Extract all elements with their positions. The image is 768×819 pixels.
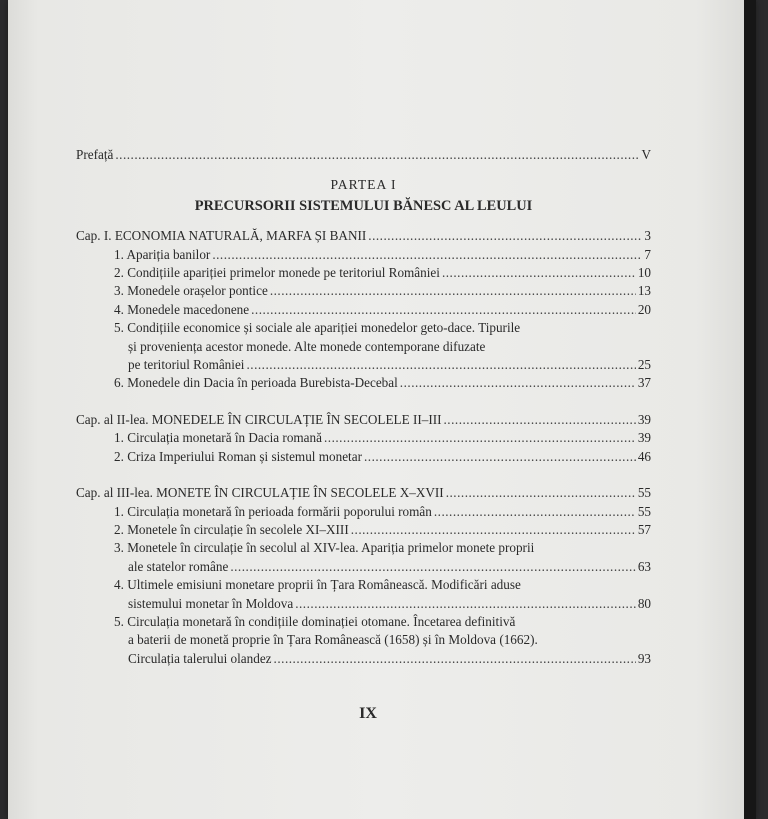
page-folio: IX [359, 705, 377, 722]
toc-section-entry [76, 448, 651, 466]
toc-page-number: 13 [637, 283, 651, 299]
toc-preface-entry [76, 146, 651, 164]
dot-leader [364, 448, 636, 466]
toc-section-entry [76, 264, 651, 282]
toc-section-entry [76, 356, 651, 374]
dot-leader [274, 650, 636, 668]
toc-section-title: sistemului monetar în Moldova [128, 595, 294, 611]
toc-section-entry [76, 503, 651, 521]
toc-page-number: 55 [637, 485, 651, 501]
toc-page-number: 55 [637, 503, 651, 519]
toc-page-number: 3 [644, 228, 651, 244]
dot-leader [434, 503, 636, 521]
toc-page-number: V [641, 147, 651, 162]
toc-chapter-title: Cap. I. ECONOMIA NATURALĂ, MARFA ȘI BANII [76, 228, 367, 244]
dot-leader [246, 356, 635, 374]
toc-section-title: 3. Monedele orașelor pontice [114, 283, 268, 299]
toc-page-number: 10 [637, 265, 651, 281]
toc-section-line: 4. Ultimele emisiuni monetare proprii în Țara Românească. Modificări aduse [114, 577, 521, 593]
toc-section-entry [76, 374, 651, 392]
chapter-list [76, 227, 651, 668]
chapter-spacer [76, 393, 651, 411]
toc-page-number: 25 [637, 357, 651, 373]
page-edge-shadow [744, 0, 756, 819]
toc-page-number: 93 [637, 650, 651, 666]
dot-leader [230, 558, 635, 576]
toc-section-entry [76, 650, 651, 668]
toc-chapter-title: Cap. al II-lea. MONEDELE ÎN CIRCULAȚIE ÎN SECOLELE II–III [76, 411, 442, 427]
toc-section-line: 3. Monetele în circulație în secolul al XIV-lea. Apariția primelor monete proprii [114, 540, 535, 556]
toc-page-number: 57 [637, 521, 651, 537]
dot-leader [446, 484, 636, 502]
toc-section-title: 1. Circulația monetară în perioada formării poporului român [114, 503, 432, 519]
dot-leader [115, 146, 639, 164]
toc-section-entry [76, 521, 651, 539]
part-title: PRECURSORII SISTEMULUI BĂNESC AL LEULUI [194, 197, 533, 214]
toc-section-title: 1. Circulația monetară în Dacia romană [114, 430, 322, 446]
toc-section-title: 2. Monetele în circulație în secolele XI–XIII [114, 521, 349, 537]
toc-section-entry [76, 246, 651, 264]
toc-chapter-entry [76, 484, 651, 502]
toc-section-line: 5. Circulația monetară în condițiile dominației otomane. Încetarea definitivă [114, 613, 516, 629]
dot-leader [444, 411, 636, 429]
book-page [8, 0, 756, 819]
toc-section-title: pe teritoriul României [128, 357, 245, 373]
toc-section-line: și proveniența acestor monede. Alte monede contemporane difuzate [128, 338, 486, 354]
toc-section-title: ale statelor române [128, 558, 229, 574]
toc-section-line: 5. Condițiile economice și sociale ale apariției monedelor geto-dace. Tipurile [114, 320, 521, 336]
toc-section-title: 2. Condițiile apariției primelor monede pe teritoriul României [114, 265, 440, 281]
toc-section-title: 4. Monedele macedonene [114, 301, 250, 317]
toc-page-number: 80 [637, 595, 651, 611]
toc-section-title: Circulația talerului olandez [128, 650, 272, 666]
toc-section-title: 6. Monedele din Dacia în perioada Burebista-Decebal [114, 375, 398, 391]
toc-section-entry [76, 429, 651, 447]
toc-section-entry [76, 301, 651, 319]
dot-leader [368, 227, 642, 245]
toc-section-title: 2. Criza Imperiului Roman și sistemul monetar [114, 448, 362, 464]
toc-chapter-title: Cap. al III-lea. MONETE ÎN CIRCULAȚIE ÎN SECOLELE X–XVII [76, 485, 444, 501]
toc-section-title: 1. Apariția banilor [114, 246, 211, 262]
toc-chapter-entry [76, 227, 651, 245]
toc-page-number: 37 [637, 375, 651, 391]
toc-page-number: 39 [637, 430, 651, 446]
toc-chapter-entry [76, 411, 651, 429]
dot-leader [251, 301, 636, 319]
part-label: PARTEA I [330, 177, 397, 193]
toc-page-number: 39 [637, 411, 651, 427]
toc-section-line: a baterii de monetă proprie în Țara Românească (1658) și în Moldova (1662). [128, 632, 538, 648]
toc-page-number: 46 [637, 448, 651, 464]
toc-page-number: 63 [637, 558, 651, 574]
dot-leader [351, 521, 636, 539]
dot-leader [324, 429, 636, 447]
toc-section-entry [76, 558, 651, 576]
toc-page-number: 7 [644, 246, 651, 262]
dot-leader [295, 595, 636, 613]
dot-leader [400, 374, 636, 392]
toc-section-entry [76, 595, 651, 613]
toc-section-entry [76, 282, 651, 300]
dot-leader [212, 246, 642, 264]
table-of-contents [76, 146, 651, 668]
toc-entry-title: Prefață [76, 147, 114, 162]
dot-leader [270, 282, 636, 300]
dot-leader [442, 264, 636, 282]
toc-page-number: 20 [637, 301, 651, 317]
chapter-spacer [76, 466, 651, 484]
